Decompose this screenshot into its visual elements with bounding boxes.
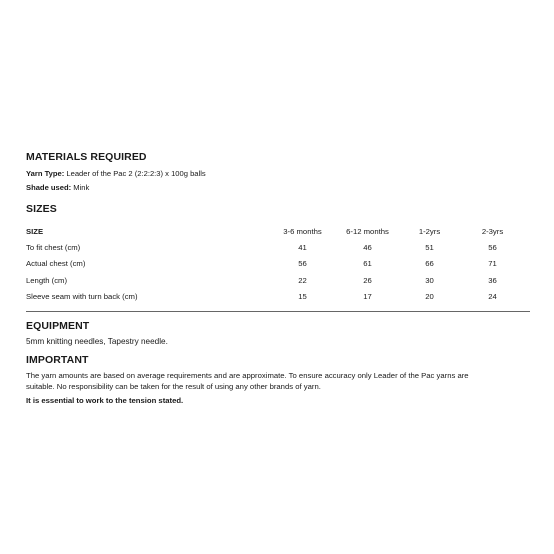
table-cell: 71	[488, 259, 497, 269]
equipment-text: 5mm knitting needles, Tapestry needle.	[26, 337, 168, 346]
materials-heading: MATERIALS REQUIRED	[26, 151, 147, 163]
table-cell: 61	[363, 259, 372, 269]
table-row	[26, 288, 530, 304]
yarn-type-line	[26, 169, 206, 178]
size-column-header: SIZE	[26, 226, 44, 236]
table-row	[26, 272, 530, 288]
yarn-type-label: Yarn Type:	[26, 169, 65, 178]
table-cell: 56	[298, 259, 307, 269]
table-row	[26, 256, 530, 272]
shade-line	[26, 183, 89, 192]
row-label: To fit chest (cm)	[26, 242, 81, 252]
yarn-type-value: Leader of the Pac 2 (2:2:2:3) x 100g balls	[64, 169, 206, 178]
table-cell: 66	[425, 259, 434, 269]
table-cell: 26	[363, 275, 372, 285]
section-divider	[26, 311, 530, 312]
sizes-table-header	[26, 223, 530, 239]
table-cell: 51	[425, 242, 434, 252]
table-cell: 24	[488, 291, 497, 301]
table-cell: 36	[488, 275, 497, 285]
row-label: Sleeve seam with turn back (cm)	[26, 291, 138, 301]
size-6-12-months-header: 6-12 months	[346, 226, 389, 236]
size-3-6-months-header: 3-6 months	[283, 226, 322, 236]
size-2-3yrs-header: 2-3yrs	[481, 226, 504, 236]
table-cell: 15	[298, 291, 307, 301]
row-label: Length (cm)	[26, 275, 68, 285]
sizes-heading: SIZES	[26, 203, 57, 215]
table-row	[26, 239, 530, 255]
row-label: Actual chest (cm)	[26, 259, 86, 269]
important-text	[26, 371, 526, 392]
shade-label: Shade used:	[26, 183, 72, 192]
important-line-2: suitable. No responsibility can be taken for the result of using any other brands of yarn.	[26, 381, 321, 391]
table-cell: 46	[363, 242, 372, 252]
table-cell: 30	[425, 275, 434, 285]
equipment-heading: EQUIPMENT	[26, 320, 90, 332]
tension-note: It is essential to work to the tension stated.	[26, 396, 184, 405]
table-cell: 41	[298, 242, 307, 252]
table-cell: 20	[425, 291, 434, 301]
size-1-2yrs-header: 1-2yrs	[418, 226, 441, 236]
important-heading: IMPORTANT	[26, 354, 89, 366]
sizes-table	[26, 223, 530, 304]
table-cell: 17	[363, 291, 372, 301]
shade-value: Mink	[71, 183, 90, 192]
table-cell: 56	[488, 242, 497, 252]
table-cell: 22	[298, 275, 307, 285]
important-line-1: The yarn amounts are based on average requirements and are approximate. To ensure accuracy only Leader of the Pac yarns are	[26, 371, 469, 380]
